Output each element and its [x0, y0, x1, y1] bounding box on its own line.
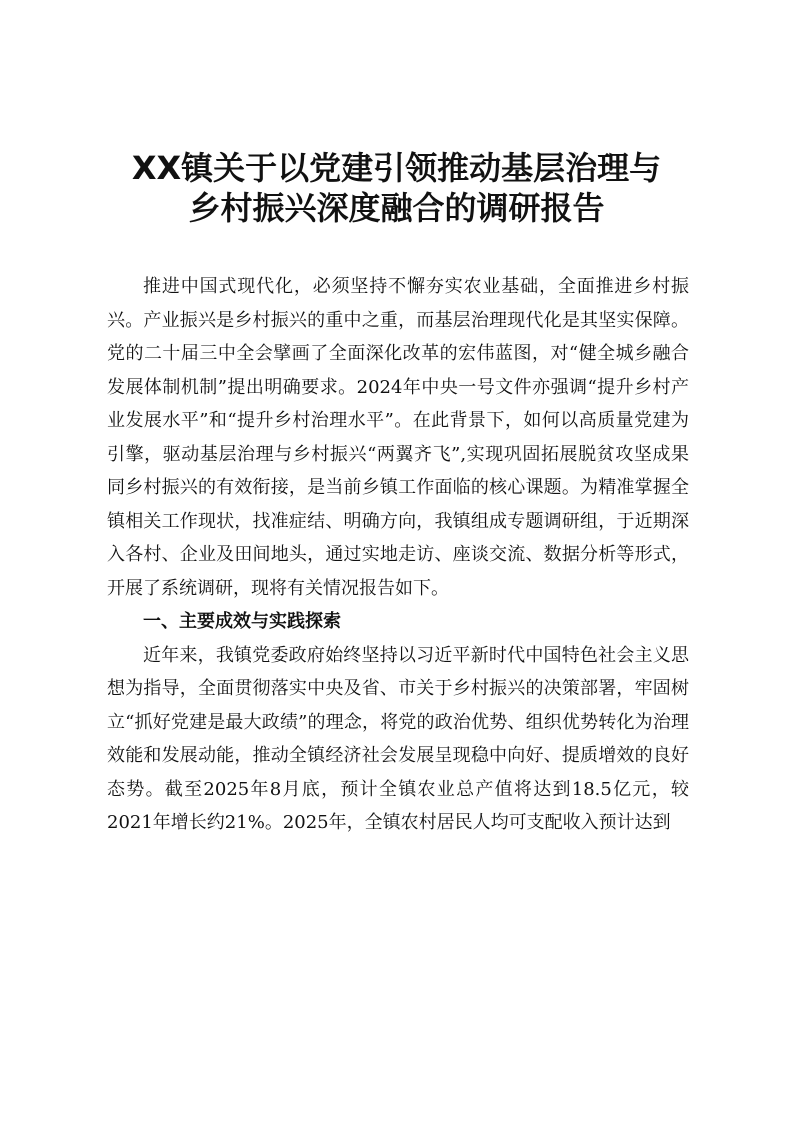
title-line-1: XX镇关于以党建引领推动基层治理与	[131, 149, 662, 187]
title-line-2: 乡村振兴深度融合的调研报告	[188, 189, 605, 227]
section-1-paragraph: 近年来，我镇党委政府始终坚持以习近平新时代中国特色社会主义思想为指导，全面贯彻落实中央及省、市关于乡村振兴的决策部署，牢固树立“抓好党建是最大政绩”的理念，将党的政治优势、组织优势转化为治理效能和发展动能，推动全镇经济社会发展呈现稳中向好、提质增效的良好态势。截至2025年8月底，预计全镇农业总产值将达到18.5亿元，较2021年增长约21%。2025年，全镇农村居民人均可支配收入预计达到	[107, 644, 689, 833]
section-heading-1: 一、主要成效与实践探索	[143, 611, 341, 632]
document-title	[90, 148, 703, 228]
intro-paragraph: 推进中国式现代化，必须坚持不懈夯实农业基础，全面推进乡村振兴。产业振兴是乡村振兴的重中之重，而基层治理现代化是其坚实保障。党的二十届三中全会擘画了全面深化改革的宏伟蓝图，对“健全城乡融合发展体制机制”提出明确要求。2024年中央一号文件亦强调“提升乡村产业发展水平”和“提升乡村治理水平”。在此背景下，如何以高质量党建为引擎，驱动基层治理与乡村振兴“两翼齐飞”,实现巩固拓展脱贫攻坚成果同乡村振兴的有效衔接，是当前乡镇工作面临的核心课题。为精准掌握全镇相关工作现状，找准症结、明确方向，我镇组成专题调研组，于近期深入各村、企业及田间地头，通过实地走访、座谈交流、数据分析等形式，开展了系统调研，现将有关情况报告如下。	[107, 276, 689, 599]
document-body	[107, 270, 689, 840]
